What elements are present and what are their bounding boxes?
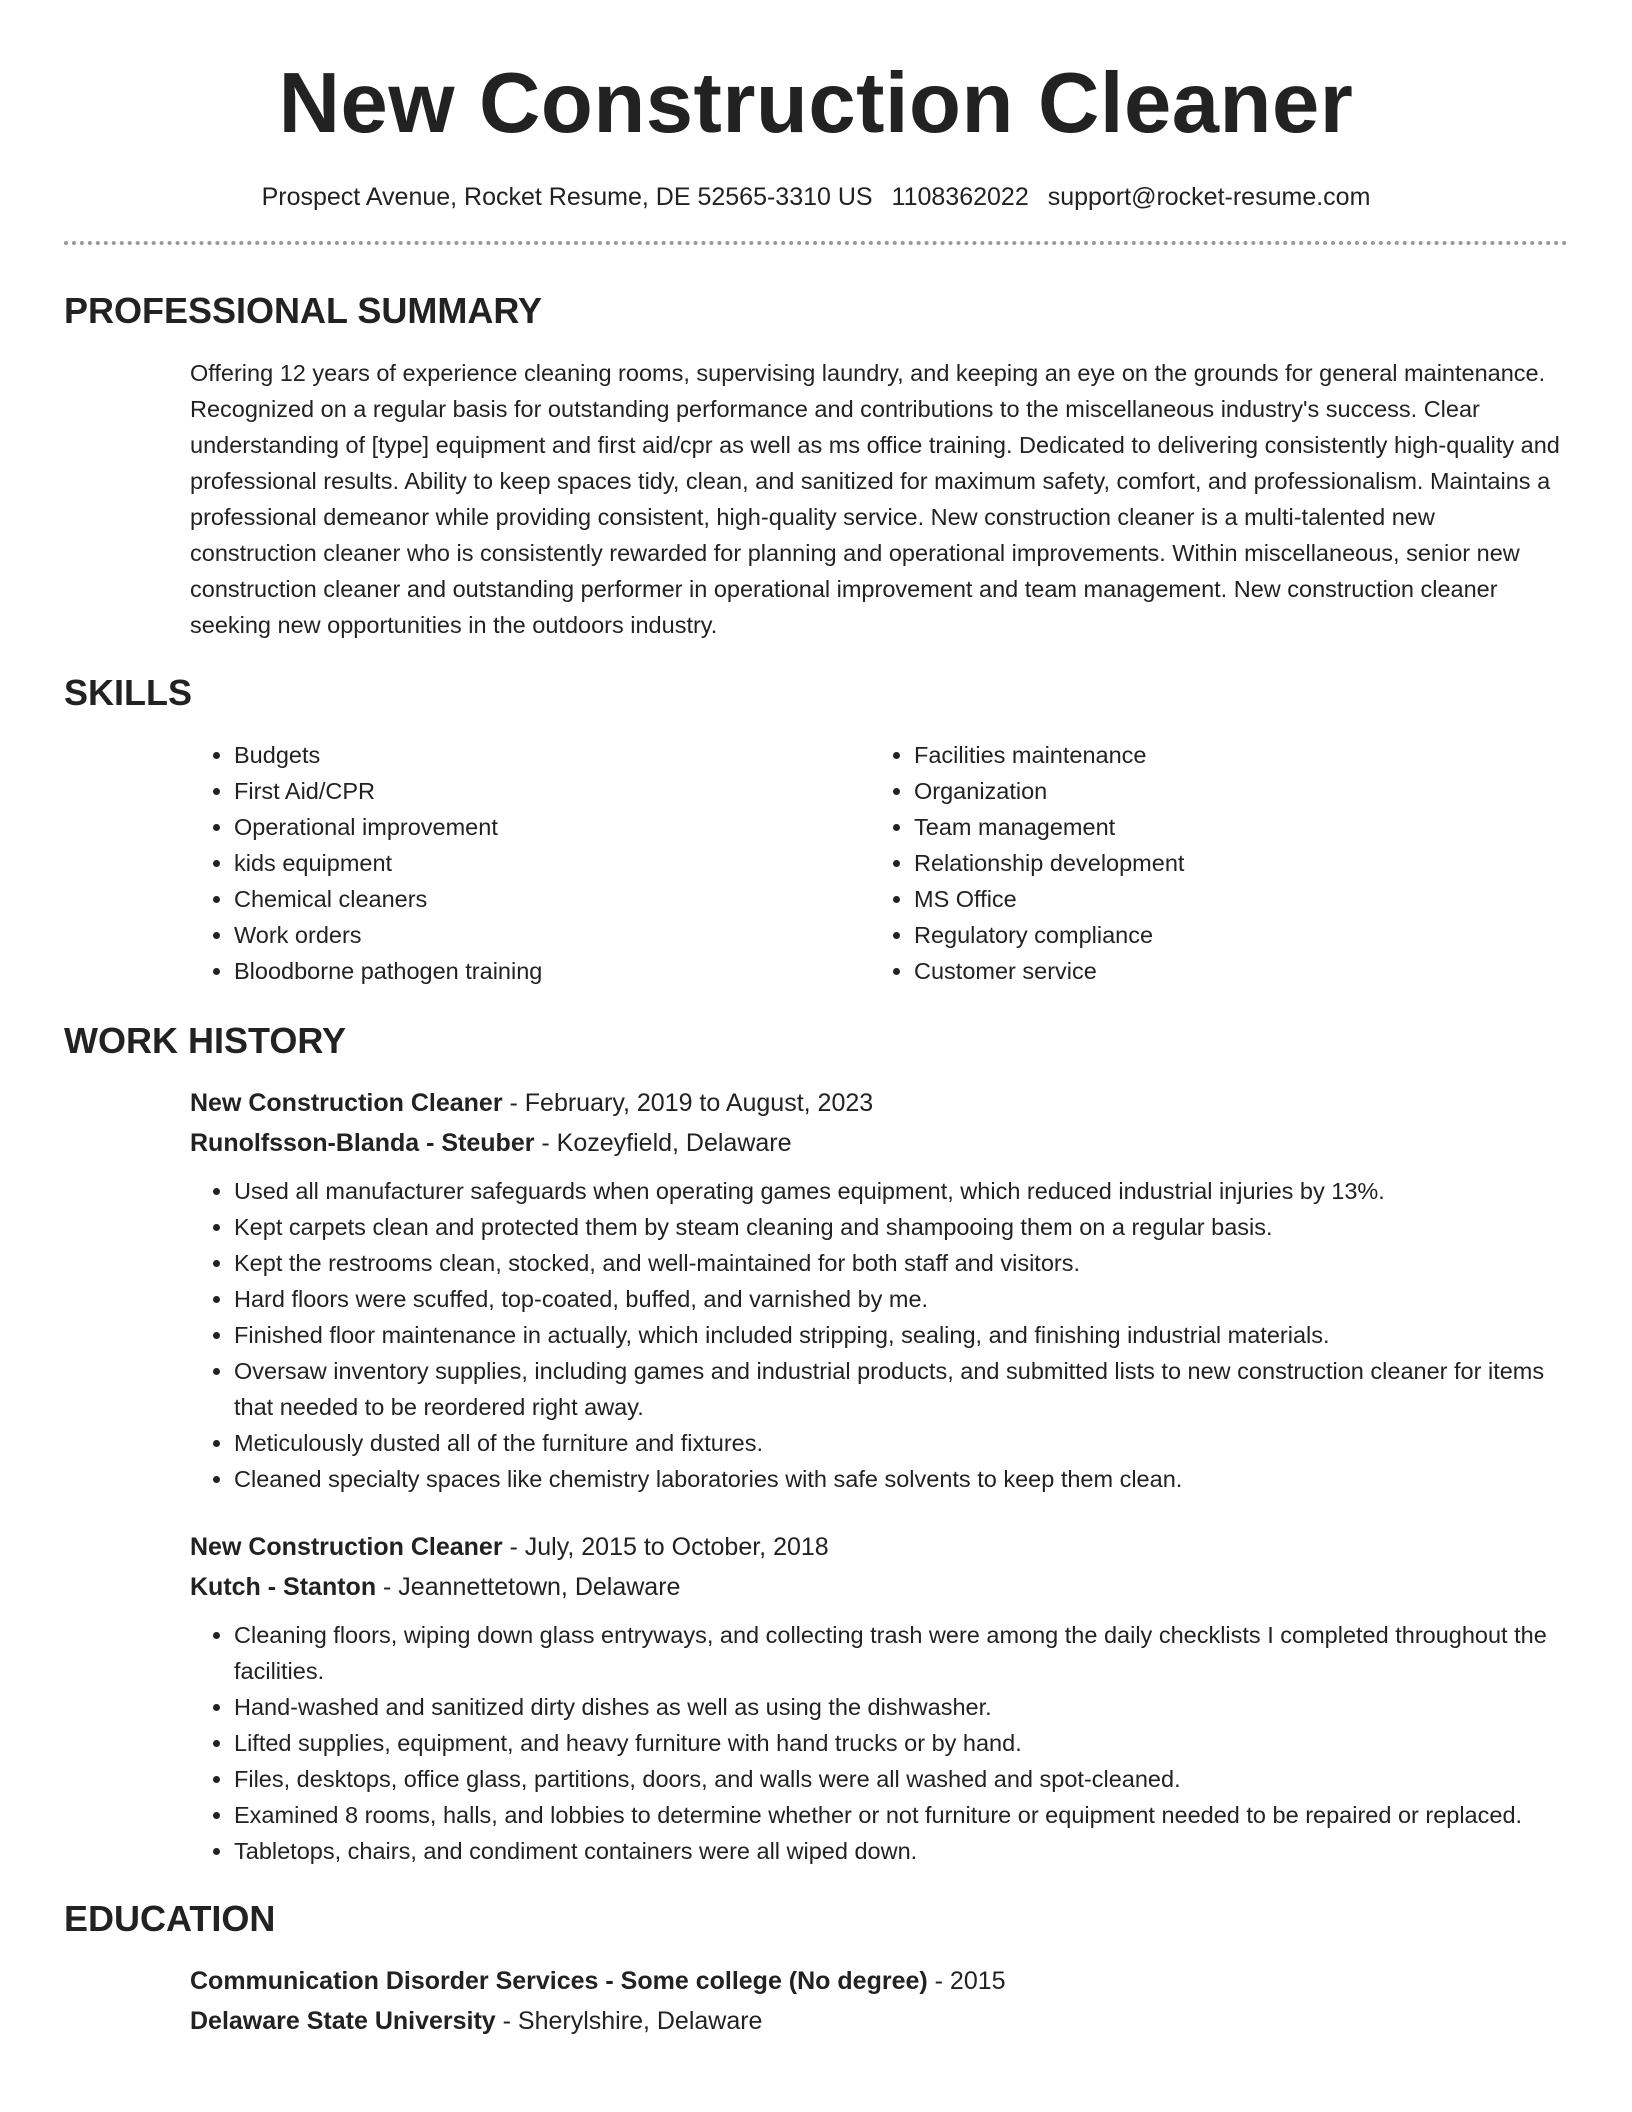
education-heading: EDUCATION <box>64 1898 276 1939</box>
resume-name: New Construction Cleaner <box>278 56 1354 151</box>
education-school: Delaware State University <box>190 2007 496 2035</box>
contact-email: support@rocket-resume.com <box>1047 183 1371 211</box>
header-divider <box>64 241 1568 245</box>
skill-item: • Work orders <box>234 917 870 953</box>
job-role: New Construction Cleaner <box>190 1533 503 1561</box>
contact-phone: 1108362022 <box>891 183 1029 211</box>
education-year: - 2015 <box>927 1967 1006 1995</box>
skills-list-left <box>190 737 870 989</box>
education-school-line <box>190 2001 1568 2041</box>
job-duty: • Kept carpets clean and protected them by steam cleaning and shampooing them on a regular basis. <box>234 1209 1568 1245</box>
education-section <box>64 1897 1568 2041</box>
job-entry <box>190 1083 1568 1497</box>
skill-item: • Team management <box>914 809 1550 845</box>
job-company-line <box>190 1123 1568 1163</box>
job-duty: • Meticulously dusted all of the furniture and fixtures. <box>234 1425 1568 1461</box>
education-entry <box>190 1961 1568 2041</box>
skill-item: • Regulatory compliance <box>914 917 1550 953</box>
job-company: Kutch - Stanton <box>190 1573 377 1601</box>
work-history-heading: WORK HISTORY <box>64 1020 347 1061</box>
education-location: - Sherylshire, Delaware <box>495 2007 763 2035</box>
job-duty: • Kept the restrooms clean, stocked, and well-maintained for both staff and visitors. <box>234 1245 1568 1281</box>
skill-item: • Budgets <box>234 737 870 773</box>
education-degree: Communication Disorder Services - Some college (No degree) <box>190 1967 928 1995</box>
skills-heading: SKILLS <box>64 672 193 713</box>
job-duties-list <box>190 1617 1568 1869</box>
skills-section <box>64 671 1568 989</box>
skills-list-right <box>870 737 1550 989</box>
job-duties-list <box>190 1173 1568 1497</box>
job-company: Runolfsson-Blanda - Steuber <box>190 1129 535 1157</box>
skill-item: • Facilities maintenance <box>914 737 1550 773</box>
skill-item: • Chemical cleaners <box>234 881 870 917</box>
job-company-line <box>190 1567 1568 1607</box>
contact-address: Prospect Avenue, Rocket Resume, DE 52565-3310 US <box>261 183 873 211</box>
summary-heading: PROFESSIONAL SUMMARY <box>64 290 543 331</box>
skill-item: • Customer service <box>914 953 1550 989</box>
job-dates: - July, 2015 to October, 2018 <box>502 1533 829 1561</box>
skill-item: • Bloodborne pathogen training <box>234 953 870 989</box>
skill-item: • First Aid/CPR <box>234 773 870 809</box>
work-history-section <box>64 1019 1568 1869</box>
job-duty: • Oversaw inventory supplies, including games and industrial products, and submitted lists to new construction cleaner for items that needed to be reordered right away. <box>234 1353 1568 1425</box>
job-role-line <box>190 1527 1568 1567</box>
skill-item: • Organization <box>914 773 1550 809</box>
job-location: - Kozeyfield, Delaware <box>534 1129 792 1157</box>
skill-item: • Relationship development <box>914 845 1550 881</box>
job-duty: • Lifted supplies, equipment, and heavy furniture with hand trucks or by hand. <box>234 1725 1568 1761</box>
skill-item: • Operational improvement <box>234 809 870 845</box>
summary-text: Offering 12 years of experience cleaning rooms, supervising laundry, and keeping an eye on the grounds for general maintenance. Recognized on a regular basis for outstanding performance and contributions to the miscellaneous industry's success. Clear understanding of [type] equipment and first aid/cpr as well as ms office training. Dedicated to delivering consistently high-quality and professional results. Ability to keep spaces tidy, clean, and sanitized for maximum safety, comfort, and professionalism. Maintains a professional demeanor while providing consistent, high-quality service. New construction cleaner is a multi-talented new construction cleaner who is consistently rewarded for planning and operational improvements. Within miscellaneous, senior new construction cleaner and outstanding performer in operational improvement and team management. New construction cleaner seeking new opportunities in the outdoors industry. <box>190 360 1560 638</box>
summary-section <box>64 289 1568 643</box>
job-duty: • Files, desktops, office glass, partitions, doors, and walls were all washed and spot-cleaned. <box>234 1761 1568 1797</box>
contact-line <box>64 180 1568 214</box>
job-location: - Jeannettetown, Delaware <box>376 1573 681 1601</box>
skill-item: • kids equipment <box>234 845 870 881</box>
job-duty: • Hard floors were scuffed, top-coated, buffed, and varnished by me. <box>234 1281 1568 1317</box>
job-role-line <box>190 1083 1568 1123</box>
job-duty: • Cleaned specialty spaces like chemistry laboratories with safe solvents to keep them clean. <box>234 1461 1568 1497</box>
skills-columns <box>190 737 1568 989</box>
job-duty: • Tabletops, chairs, and condiment containers were all wiped down. <box>234 1833 1568 1869</box>
job-dates: - February, 2019 to August, 2023 <box>502 1089 874 1117</box>
job-duty: • Finished floor maintenance in actually, which included stripping, sealing, and finishing industrial materials. <box>234 1317 1568 1353</box>
job-entry <box>190 1527 1568 1869</box>
job-role: New Construction Cleaner <box>190 1089 503 1117</box>
skill-item: • MS Office <box>914 881 1550 917</box>
job-duty: • Used all manufacturer safeguards when operating games equipment, which reduced industrial injuries by 13%. <box>234 1173 1568 1209</box>
education-degree-line <box>190 1961 1568 2001</box>
job-duty: • Hand-washed and sanitized dirty dishes as well as using the dishwasher. <box>234 1689 1568 1725</box>
job-duty: • Cleaning floors, wiping down glass entryways, and collecting trash were among the daily checklists I completed throughout the facilities. <box>234 1617 1568 1689</box>
job-duty: • Examined 8 rooms, halls, and lobbies to determine whether or not furniture or equipment needed to be repaired or replaced. <box>234 1797 1568 1833</box>
